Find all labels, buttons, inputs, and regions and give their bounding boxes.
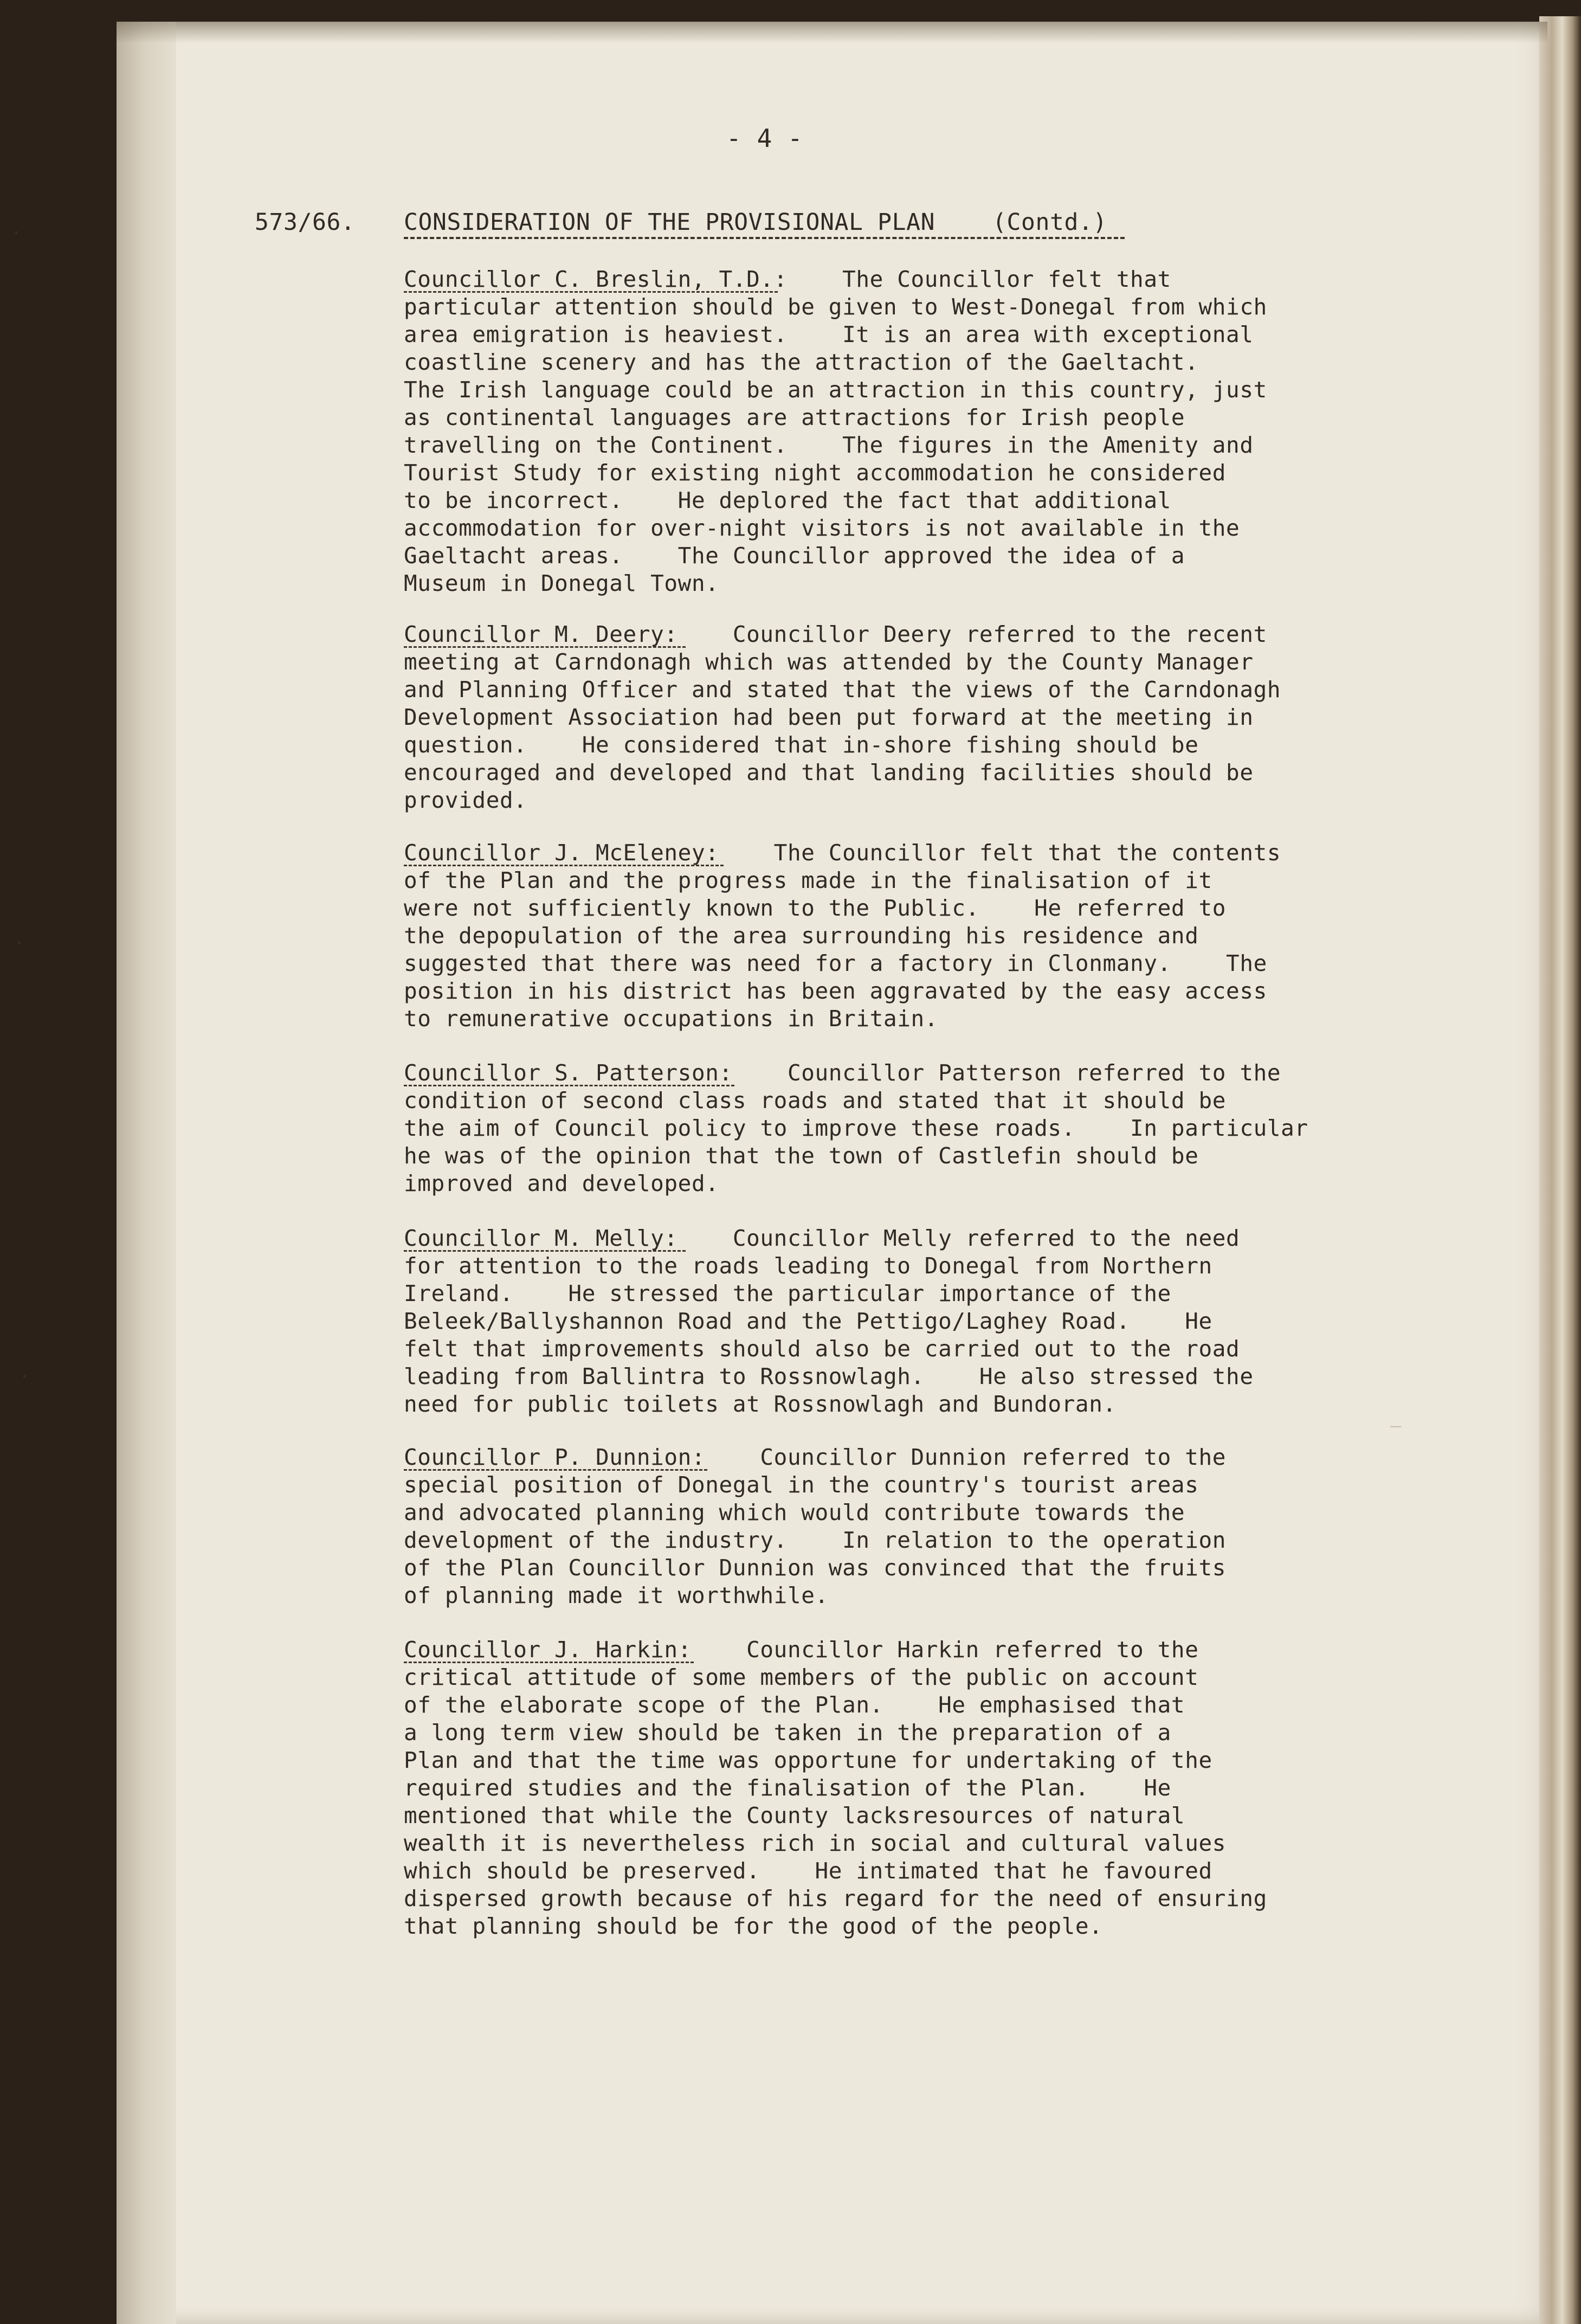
paragraph-line: Museum in Donegal Town. bbox=[404, 570, 719, 596]
show-through-mark: · bbox=[11, 222, 22, 244]
margin-mark: — bbox=[1390, 1415, 1402, 1437]
paragraph-line: critical attitude of some members of the public on account bbox=[404, 1664, 1199, 1690]
paragraph-line: he was of the opinion that the town of Castlefin should be bbox=[404, 1143, 1199, 1169]
paragraph-line: provided. bbox=[404, 787, 527, 813]
paragraph-line: improved and developed. bbox=[404, 1170, 719, 1196]
paragraph-line: travelling on the Continent. The figures in the Amenity and bbox=[404, 432, 1254, 458]
paragraph-line: suggested that there was need for a factory in Clonmany. The bbox=[404, 950, 1267, 976]
paragraph-line: of the Plan Councillor Dunnion was convinced that the fruits bbox=[404, 1555, 1227, 1581]
paragraph-line: Councillor M. Melly: Councillor Melly referred to the need bbox=[404, 1225, 1240, 1251]
page-stack-edge bbox=[1539, 16, 1581, 2324]
paragraph-line: a long term view should be taken in the preparation of a bbox=[404, 1720, 1171, 1746]
show-through-mark: · bbox=[19, 1366, 30, 1388]
paragraph-line: The Irish language could be an attraction in this country, just bbox=[404, 377, 1267, 403]
heading-underline bbox=[404, 237, 1125, 239]
paragraph-line: Councillor J. Harkin: Councillor Harkin referred to the bbox=[404, 1637, 1199, 1663]
paragraph-line: for attention to the roads leading to Donegal from Northern bbox=[404, 1253, 1212, 1279]
paragraph-line: area emigration is heaviest. It is an area with exceptional bbox=[404, 321, 1254, 347]
paragraph-line: Councillor S. Patterson: Councillor Patterson referred to the bbox=[404, 1060, 1281, 1086]
paragraph-line: as continental languages are attractions for Irish people bbox=[404, 404, 1185, 430]
top-page-shadow bbox=[117, 22, 1547, 43]
paragraph-line: coastline scenery and has the attraction of the Gaeltacht. bbox=[404, 349, 1199, 375]
paragraph-line: to be incorrect. He deplored the fact that additional bbox=[404, 487, 1171, 513]
paragraph-line: accommodation for over-night visitors is not available in the bbox=[404, 515, 1240, 541]
paragraph-line: Gaeltacht areas. The Councillor approved the idea of a bbox=[404, 543, 1185, 569]
paragraph-line: Tourist Study for existing night accommodation he considered bbox=[404, 460, 1227, 486]
paragraph-line: the aim of Council policy to improve these roads. In particular bbox=[404, 1115, 1308, 1141]
paragraph-line: Development Association had been put forward at the meeting in bbox=[404, 704, 1254, 730]
paragraph-line: of the elaborate scope of the Plan. He emphasised that bbox=[404, 1692, 1185, 1718]
paragraph-line: need for public toilets at Rossnowlagh and Bundoran. bbox=[404, 1391, 1117, 1417]
paragraph-line: Councillor J. McEleney: The Councillor felt that the contents bbox=[404, 840, 1281, 866]
paragraph-line: Plan and that the time was opportune for undertaking of the bbox=[404, 1747, 1212, 1773]
paragraph-line: which should be preserved. He intimated that he favoured bbox=[404, 1858, 1212, 1884]
paragraph-line: wealth it is nevertheless rich in social and cultural values bbox=[404, 1830, 1227, 1856]
paragraph-line: meeting at Carndonagh which was attended by the County Manager bbox=[404, 649, 1254, 675]
paragraph-line: position in his district has been aggravated by the easy access bbox=[404, 978, 1267, 1004]
page-number: - 4 - bbox=[726, 124, 803, 153]
paragraph-line: question. He considered that in-shore fishing should be bbox=[404, 732, 1199, 758]
paragraph-line: that planning should be for the good of the people. bbox=[404, 1913, 1103, 1939]
paragraph-line: required studies and the finalisation of the Plan. He bbox=[404, 1775, 1171, 1801]
paragraph-line: Beleek/Ballyshannon Road and the Pettigo/Laghey Road. He bbox=[404, 1308, 1212, 1334]
paragraph-line: leading from Ballintra to Rossnowlagh. He also stressed the bbox=[404, 1363, 1254, 1389]
paragraph-line: particular attention should be given to West-Donegal from which bbox=[404, 294, 1267, 320]
paragraph-line: Councillor C. Breslin, T.D.: The Councillor felt that bbox=[404, 266, 1171, 292]
paragraph-line: were not sufficiently known to the Public. He referred to bbox=[404, 895, 1227, 921]
paragraph-line: of planning made it worthwhile. bbox=[404, 1582, 829, 1608]
paragraph-line: felt that improvements should also be carried out to the road bbox=[404, 1336, 1240, 1362]
paragraph-line: Councillor M. Deery: Councillor Deery referred to the recent bbox=[404, 621, 1267, 647]
paragraph-line: the depopulation of the area surrounding his residence and bbox=[404, 923, 1199, 949]
section-heading: CONSIDERATION OF THE PROVISIONAL PLAN (Contd.) bbox=[404, 209, 1107, 236]
paragraph-line: mentioned that while the County lacksresources of natural bbox=[404, 1802, 1185, 1829]
paragraph-line: of the Plan and the progress made in the finalisation of it bbox=[404, 867, 1212, 893]
minute-number: 573/66. bbox=[255, 209, 356, 236]
paragraph-line: condition of second class roads and stated that it should be bbox=[404, 1087, 1227, 1113]
paragraph-line: and advocated planning which would contribute towards the bbox=[404, 1499, 1185, 1525]
paragraph-line: special position of Donegal in the country's tourist areas bbox=[404, 1472, 1199, 1498]
show-through-mark: · bbox=[14, 932, 25, 954]
paragraph-line: encouraged and developed and that landing facilities should be bbox=[404, 759, 1254, 786]
paragraph-line: Councillor P. Dunnion: Councillor Dunnion referred to the bbox=[404, 1444, 1227, 1470]
binding-shadow bbox=[117, 22, 176, 2324]
paragraph-line: dispersed growth because of his regard for the need of ensuring bbox=[404, 1885, 1267, 1911]
paragraph-line: to remunerative occupations in Britain. bbox=[404, 1006, 939, 1032]
paragraph-line: development of the industry. In relation to the operation bbox=[404, 1527, 1227, 1553]
paragraph-line: Ireland. He stressed the particular importance of the bbox=[404, 1280, 1171, 1306]
paragraph-line: and Planning Officer and stated that the views of the Carndonagh bbox=[404, 677, 1281, 703]
